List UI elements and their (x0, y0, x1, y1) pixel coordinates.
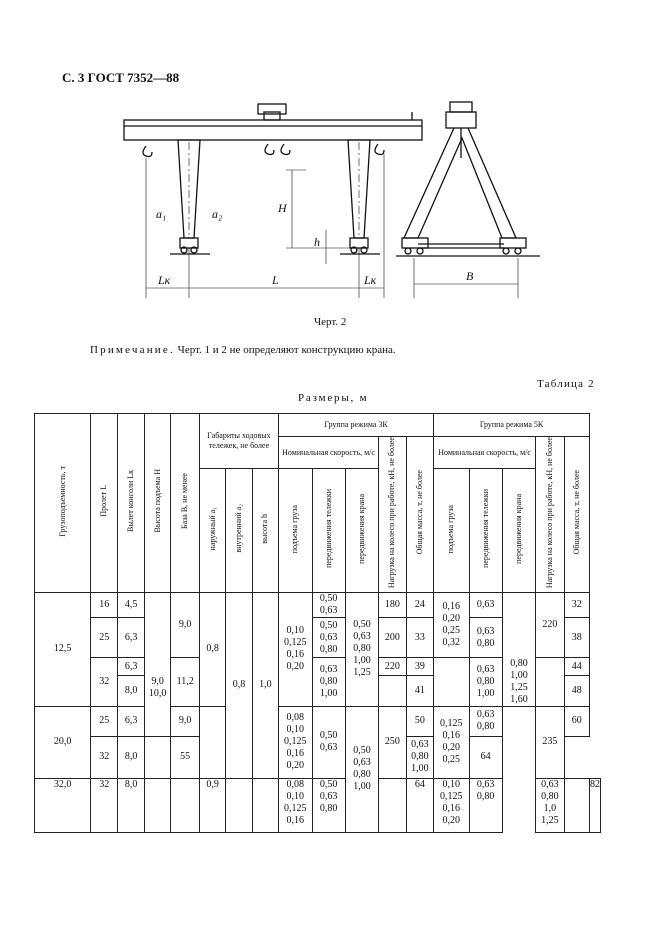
hdr-cantilever: Вылет консоли Lк (126, 470, 136, 533)
hdr-total-mass-5k: Общая масса, т, не более (571, 470, 581, 555)
cell-height: 1,0 (252, 593, 278, 779)
hdr-trolley-speed-5k: передвижения тележки (480, 489, 490, 569)
cell-cantilever: 8,0 (118, 736, 144, 778)
cell-k3-lift: 0,10 0,125 0,16 0,20 (279, 593, 313, 707)
cell-base: 9,0 (171, 706, 200, 736)
cell-cap-32: 32,0 (35, 778, 91, 832)
cell-k5-mass: 48 (564, 676, 589, 707)
label-h: h (314, 235, 320, 249)
hdr-nominal-speed-5k: Номинальная скорость, м/с (434, 437, 536, 469)
note (90, 344, 396, 356)
cell-k5-mass: 32 (564, 593, 589, 618)
hdr-base: База B, не менее (180, 473, 190, 530)
cell-k3-mass: 50 (406, 706, 434, 736)
hdr-trolley-dims: Габариты ходовых тележек, не более (199, 414, 278, 469)
cell-outer: 0,8 (199, 593, 225, 707)
note-label: Примечание. (90, 344, 175, 356)
hdr-nominal-speed-3k: Номинальная скорость, м/с (279, 437, 379, 469)
cell-k5-mass: 82 (590, 778, 601, 832)
label-L: L (272, 273, 279, 287)
label-H: H (278, 201, 287, 215)
cell-k3-mass: 33 (406, 618, 434, 658)
cell-span: 16 (91, 593, 118, 618)
cell-lift-height: 9,0 10,0 (144, 676, 171, 737)
hdr-trolley-speed-3k: передвижения тележки (323, 489, 333, 569)
cell-k3-mass: 64 (406, 778, 434, 832)
cell-k5-mass: 64 (469, 736, 502, 778)
cell-span: 32 (91, 778, 118, 832)
cell-cap-20: 20,0 (35, 706, 91, 778)
crane-drawing (100, 98, 550, 298)
cell-cantilever: 6,3 (118, 706, 144, 736)
cell-k3-crane: 0,50 0,63 0,80 1,00 (345, 706, 378, 832)
cell-k5-lift: 0,125 0,16 0,20 0,25 (434, 706, 469, 778)
cell-k5-load: 235 (536, 706, 565, 778)
label-B: B (466, 269, 474, 283)
cell-k5-trolley: 0,63 0,80 1,00 (406, 736, 434, 778)
label-a1: a₁ (156, 207, 167, 221)
hdr-inner: внутренний a₂ (233, 504, 243, 554)
cell-k5-trolley: 0,63 0,80 (469, 778, 502, 832)
cell-base: 9,0 (171, 593, 200, 658)
cell-base: 11,2 (171, 658, 200, 707)
hdr-capacity: Грузоподъемность, т (57, 465, 67, 537)
cell-k5-mass: 44 (564, 658, 589, 676)
hdr-wheel-load-5k: Нагрузка на колесо при работе, кН, не более (544, 437, 554, 589)
cell-cantilever: 6,3 (118, 658, 144, 676)
cell-k5-crane: 0,63 0,80 1,0 1,25 (536, 778, 565, 832)
page-header: С. 3 ГОСТ 7352—88 (62, 70, 180, 85)
label-Lk-left: Lк (158, 273, 171, 287)
cell-inner: 0,8 (226, 593, 252, 779)
drawing-caption: Черт. 2 (314, 316, 347, 328)
cell-k3-load: 250 (379, 706, 406, 778)
cell-k3-trolley: 0,50 0,63 0,80 (312, 618, 345, 658)
cell-k5-trolley: 0,63 0,80 (469, 618, 502, 658)
hdr-crane-speed-3k: передвижения крана (356, 493, 366, 564)
hdr-total-mass-3k: Общая масса, т, не более (414, 470, 424, 555)
hdr-outer: наружный a₁ (207, 507, 217, 551)
hdr-span: Пролет L (99, 485, 109, 517)
cell-k3-load: 180 (379, 593, 406, 618)
cell-k5-crane: 0,80 1,00 1,25 1,60 (502, 658, 535, 707)
cell-cantilever: 8,0 (118, 676, 144, 707)
cell-k3-trolley: 0,50 0,63 (312, 706, 345, 778)
cell-cantilever: 6,3 (118, 618, 144, 658)
cell-k3-mass: 39 (406, 658, 434, 676)
hdr-wheel-load-3k: Нагрузка на колесо при работе, кН, не более (387, 437, 397, 589)
cell-cap-12-5: 12,5 (35, 593, 91, 707)
cell-k3-trolley: 0,63 0,80 1,00 (312, 658, 345, 707)
cell-k5-load: 220 (536, 593, 565, 658)
cell-k3-load: 200 (379, 618, 406, 658)
cell-k3-crane: 0,50 0,63 0,80 1,00 1,25 (345, 593, 378, 707)
hdr-lift-speed-3k: подъема груза (290, 504, 300, 553)
cell-span: 25 (91, 706, 118, 736)
cell-k3-mass: 41 (406, 676, 434, 707)
cell-k5-mass: 60 (564, 706, 589, 736)
cell-k5-mass: 38 (564, 618, 589, 658)
cell-k3-load: 220 (379, 658, 406, 676)
cell-span: 32 (91, 658, 118, 707)
table-title: Размеры, м (298, 392, 369, 404)
cell-k3-lift: 0,08 0,10 0,125 0,16 (279, 778, 313, 832)
table-number: Таблица 2 (537, 378, 595, 390)
hdr-lift-height: Высота подъема H (152, 469, 162, 533)
cell-k3-mass: 55 (171, 736, 200, 778)
cell-k3-lift: 0,08 0,10 0,125 0,16 0,20 (279, 706, 313, 778)
cell-cantilever: 8,0 (118, 778, 144, 832)
cell-k5-lift: 0,10 0,125 0,16 0,20 (434, 778, 469, 832)
cell-k3-mass: 24 (406, 593, 434, 618)
cell-k5-trolley: 0,63 0,80 1,00 (469, 658, 502, 707)
label-Lk-right: Lк (364, 273, 377, 287)
cell-k5-trolley: 0,63 (469, 593, 502, 618)
cell-k3-trolley: 0,50 0,63 (312, 593, 345, 618)
hdr-group-5k: Группа режима 5К (434, 414, 590, 437)
cell-span: 25 (91, 618, 118, 658)
cell-outer: 0,9 (199, 778, 225, 832)
hdr-crane-speed-5k: передвижения крана (513, 493, 523, 564)
cell-k5-trolley: 0,63 0,80 (469, 706, 502, 736)
cell-k3-trolley: 0,50 0,63 0,80 (312, 778, 345, 832)
label-a2: a₂ (212, 207, 223, 221)
hdr-group-3k: Группа режима 3К (279, 414, 434, 437)
hdr-height: высота h (260, 513, 270, 544)
note-text: Черт. 1 и 2 не определяют конструкцию крана. (174, 344, 396, 356)
dimensions-table (34, 413, 601, 833)
cell-cantilever: 4,5 (118, 593, 144, 618)
hdr-lift-speed-5k: подъема груза (446, 504, 456, 553)
cell-k5-lift: 0,16 0,20 0,25 0,32 (434, 593, 469, 658)
cell-span: 32 (91, 736, 118, 778)
